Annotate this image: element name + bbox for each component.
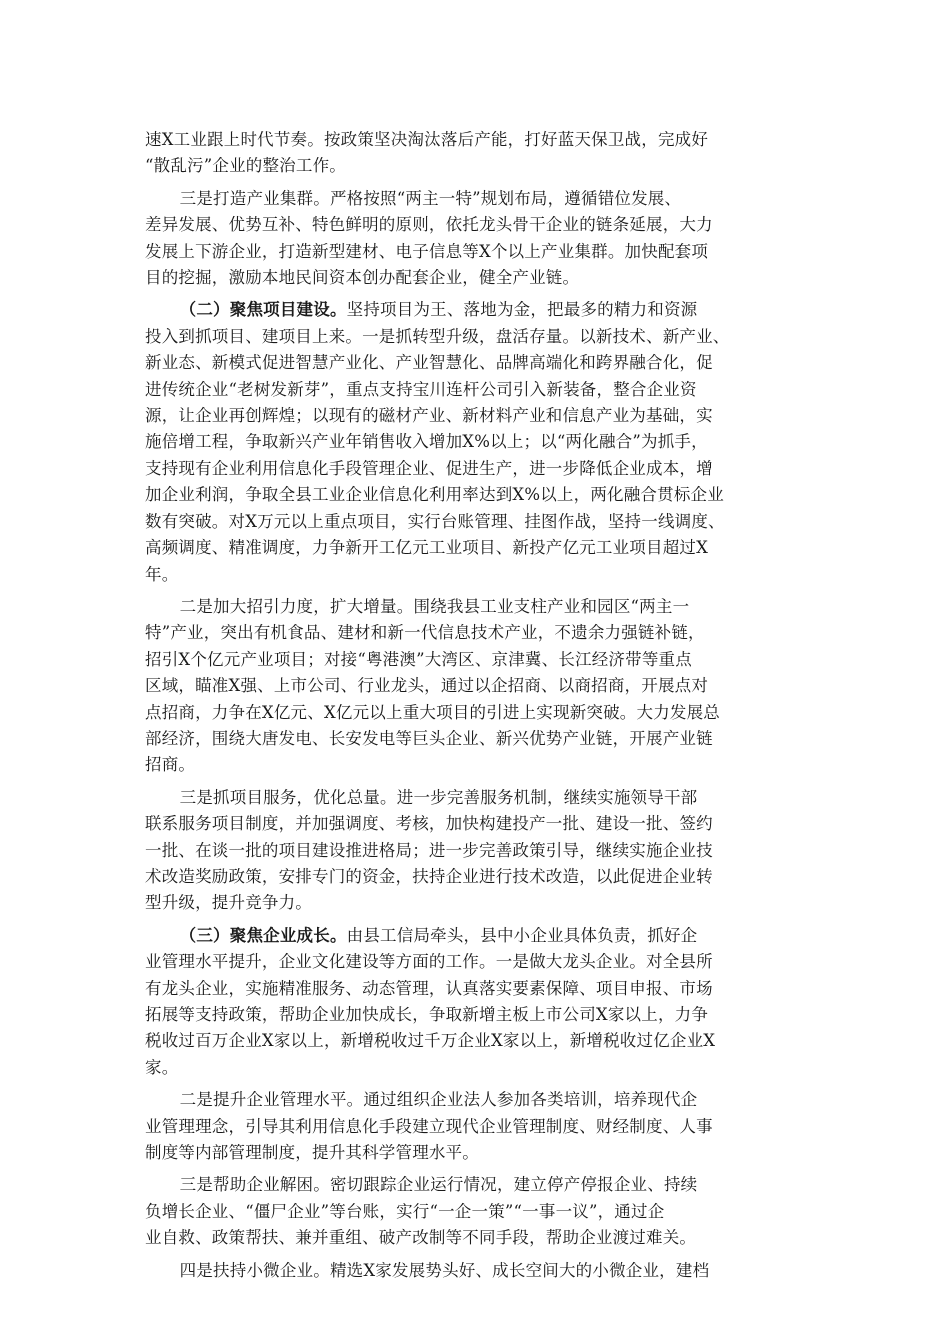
text-line: 税收过百万企业X家以上，新增税收过千万企业X家以上，新增税收过亿企业X — [145, 1031, 716, 1051]
text-line: 招引X个亿元产业项目；对接“粤港澳”大湾区、京津冀、长江经济带等重点 — [145, 649, 692, 669]
text-line: 特”产业，突出有机食品、建材和新一代信息技术产业，不遗余力强链补链， — [145, 623, 705, 643]
text-line: 拓展等支持政策，帮助企业加快成长，争取新增主板上市公司X家以上，力争 — [145, 1005, 709, 1024]
section-heading: （二）聚焦项目建设。 — [179, 300, 347, 320]
text-line: 差异发展、优势互补、特色鲜明的原则，依托龙头骨干企业的链条延展，大力 — [145, 215, 713, 235]
text-line: 三是打造产业集群。严格按照“两主一特”规划布局，遵循错位发展、 — [179, 188, 682, 208]
text-line: 有龙头企业，实施精准服务、动态管理，认真落实要素保障、项目申报、市场 — [145, 978, 713, 998]
text-line: 制度等内部管理制度，提升其科学管理水平。 — [145, 1143, 479, 1163]
text-line: 区域，瞄准X强、上市公司、行业龙头，通过以企招商、以商招商，开展点对 — [145, 676, 709, 696]
paragraph-first-line — [145, 297, 807, 323]
paragraph — [145, 1087, 807, 1166]
text-line: 业自救、政策帮扶、兼并重组、破产改制等不同手段，帮助企业渡过难关。 — [145, 1228, 697, 1248]
text-line: 新业态、新模式促进智慧产业化、产业智慧化、品牌高端化和跨界融合化，促 — [145, 353, 713, 373]
text-line: 术改造奖励政策，安排专门的资金，扶持企业进行技术改造，以此促进企业转 — [145, 866, 713, 886]
text-line: 施倍增工程，争取新兴产业年销售收入增加X%以上；以“两化融合”为抓手， — [145, 432, 708, 452]
text-line: 联系服务项目制度，并加强调度、考核，加快构建投产一批、建设一批、签约 — [145, 814, 713, 834]
text-line: 四是扶持小微企业。精选X家发展势头好、成长空间大的小微企业，建档 — [179, 1260, 710, 1280]
paragraph — [145, 785, 807, 917]
section-heading: （三）聚焦企业成长。 — [179, 925, 347, 945]
heading-continuation: 由县工信局牵头，县中小企业具体负责，抓好企 — [346, 925, 698, 945]
paragraph — [145, 186, 807, 292]
text-line: 高频调度、精准调度，力争新开工亿元工业项目、新投产亿元工业项目超过X — [145, 538, 709, 558]
text-line: “散乱污”企业的整治工作。 — [145, 156, 346, 176]
text-line: 业管理水平提升，企业文化建设等方面的工作。一是做大龙头企业。对全县所 — [145, 952, 713, 972]
text-line: 三是帮助企业解困。密切跟踪企业运行情况，建立停产停报企业、持续 — [179, 1175, 698, 1195]
text-line: 点招商，力争在X亿元、X亿元以上重大项目的引进上实现新突破。大力发展总 — [145, 702, 720, 722]
text-line: 投入到抓项目、建项目上来。一是抓转型升级，盘活存量。以新技术、新产业、 — [145, 326, 730, 346]
text-line: 业管理理念，引导其利用信息化手段建立现代企业管理制度、财经制度、人事 — [145, 1116, 713, 1136]
paragraph — [145, 297, 807, 587]
text-line: 二是提升企业管理水平。通过组织企业法人参加各类培训，培养现代企 — [179, 1090, 698, 1110]
text-line: 招商。 — [145, 755, 196, 775]
paragraph — [145, 1172, 807, 1251]
paragraph — [145, 127, 807, 180]
text-line: 年。 — [145, 564, 179, 584]
paragraph-first-line — [145, 923, 807, 949]
text-line: 进传统企业“老树发新芽”，重点支持宝川连杆公司引入新装备，整合企业资 — [145, 379, 697, 399]
document-page — [145, 127, 807, 1284]
paragraph — [145, 923, 807, 1081]
text-line: 三是抓项目服务，优化总量。进一步完善服务机制，继续实施领导干部 — [179, 787, 698, 807]
heading-continuation: 坚持项目为王、落地为金，把最多的精力和资源 — [346, 300, 698, 320]
text-line: 加企业利润，争取全县工业企业信息化利用率达到X%以上，两化融合贯标企业 — [145, 485, 724, 505]
paragraph — [145, 594, 807, 779]
text-line: 家。 — [145, 1057, 179, 1077]
text-line: 二是加大招引力度，扩大增量。围绕我县工业支柱产业和园区“两主一 — [179, 596, 690, 616]
text-line: 支持现有企业利用信息化手段管理企业、促进生产，进一步降低企业成本，增 — [145, 458, 713, 478]
text-line: 数有突破。对X万元以上重点项目，实行台账管理、挂图作战，坚持一线调度、 — [145, 511, 725, 531]
text-line: 一批、在谈一批的项目建设推进格局；进一步完善政策引导，继续实施企业技 — [145, 840, 713, 860]
text-line: 发展上下游企业，打造新型建材、电子信息等X个以上产业集群。加快配套项 — [145, 241, 709, 261]
text-line: 型升级，提升竞争力。 — [145, 893, 312, 913]
text-line: 负增长企业、“僵尸企业”等台账，实行“一企一策”“一事一议”，通过企 — [145, 1201, 665, 1221]
text-line: 目的挖掘，激励本地民间资本创办配套企业，健全产业链。 — [145, 268, 580, 288]
text-line: 速X工业跟上时代节奏。按政策坚决淘汰落后产能，打好蓝天保卫战，完成好 — [145, 130, 709, 149]
text-line: 源，让企业再创辉煌；以现有的磁材产业、新材料产业和信息产业为基础，实 — [145, 406, 713, 426]
paragraph — [145, 1258, 807, 1284]
text-line: 部经济，围绕大唐发电、长安发电等巨头企业、新兴优势产业链，开展产业链 — [145, 728, 713, 748]
